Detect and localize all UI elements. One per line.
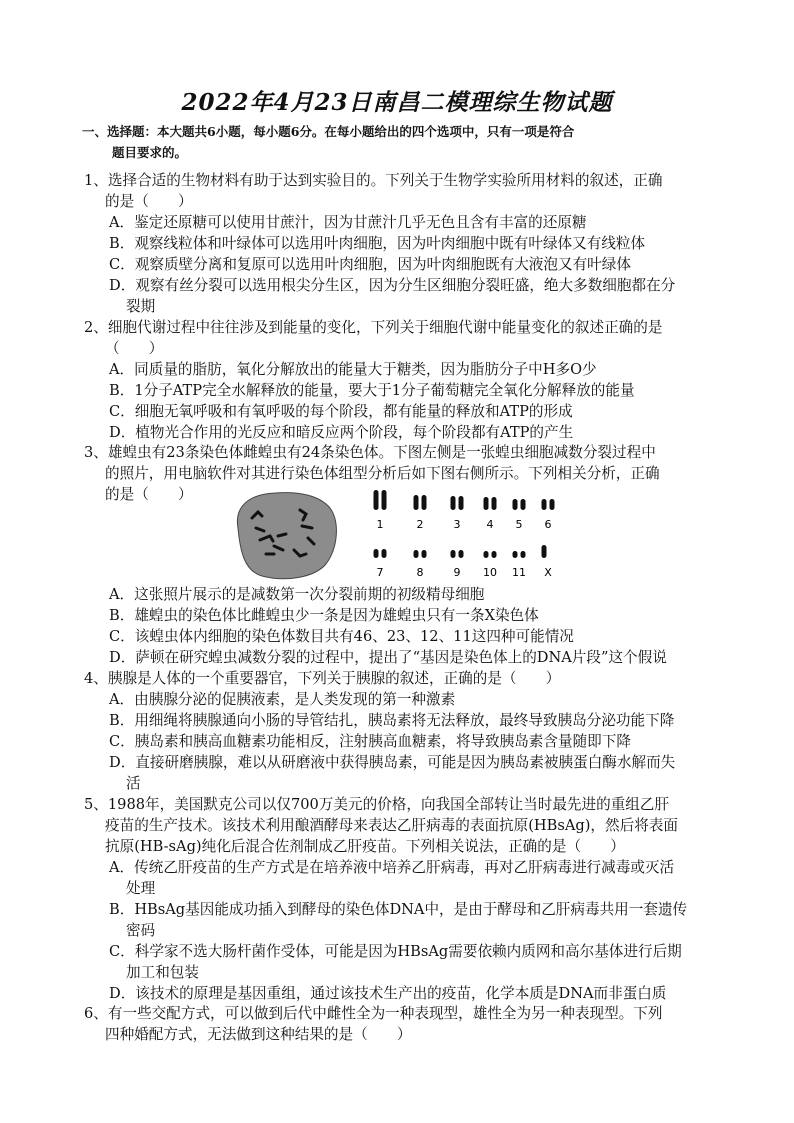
option-d: D．该技术的原理是基因重组，通过该技术生产出的疫苗，化学本质是DNA而非蛋白质 [109, 985, 667, 1002]
question-6 [84, 1003, 724, 1045]
chromosome-pair [484, 497, 497, 531]
chromosome [484, 497, 489, 510]
chromosome-label: 6 [544, 518, 552, 531]
chromosome-label: 4 [486, 518, 494, 531]
option-continuation: 处理 [126, 880, 156, 897]
chromosome [414, 495, 419, 510]
chromosome [414, 550, 419, 558]
chromosome [492, 551, 497, 558]
option-continuation: 活 [126, 775, 141, 792]
chromosome-pair [513, 499, 526, 531]
question-stem-line: （ ） [105, 340, 164, 357]
question-2 [84, 317, 724, 443]
chromosome [521, 551, 526, 558]
chromosome-label: 8 [416, 566, 424, 579]
option-d: D．萨顿在研究蝗虫减数分裂的过程中，提出了“基因是染色体上的DNA片段”这个假说 [109, 649, 667, 666]
chromosome-label: 11 [512, 566, 526, 579]
option-a: A．传统乙肝疫苗的生产方式是在培养液中培养乙肝病毒，再对乙肝病毒进行减毒或灭活 [109, 859, 675, 876]
chromosome-pair [483, 551, 497, 579]
chromosome [513, 499, 518, 510]
option-b: B．HBsAg基因能成功插入到酵母的染色体DNA中，是由于酵母和乙肝病毒共用一套遗传 [109, 901, 688, 918]
chromosome [484, 551, 489, 558]
chromosome-pair [542, 499, 555, 531]
question-stem-line: 的是（ ） [105, 486, 193, 503]
option-c: C．胰岛素和胰高血糖素功能相反，注射胰高血糖素，将导致胰岛素含量随即下降 [109, 733, 631, 750]
option-d: D．直接研磨胰腺，难以从研磨液中获得胰岛素，可能是因为胰岛素被胰蛋白酶水解而失 [109, 754, 676, 771]
question-stem-line: 2、细胞代谢过程中往往涉及到能量的变化，下列关于细胞代谢中能量变化的叙述正确的是 [84, 319, 663, 336]
chromosome [459, 550, 464, 558]
chromosome [492, 497, 497, 510]
chromosome-label: X [544, 566, 552, 579]
cell-photo [237, 493, 336, 579]
option-d: D．植物光合作用的光反应和暗反应两个阶段，每个阶段都有ATP的产生 [109, 424, 574, 441]
option-continuation: 加工和包装 [126, 964, 199, 981]
chromosome-label: 7 [376, 566, 384, 579]
chromosome [422, 550, 427, 558]
section-instructions [82, 121, 732, 163]
option-c: C．观察质壁分离和复原可以选用叶肉细胞，因为叶肉细胞既有大液泡又有叶绿体 [109, 256, 631, 273]
question-stem-line: 1、选择合适的生物材料有助于达到实验目的。下列关于生物学实验所用材料的叙述，正确 [84, 172, 663, 189]
option-a: A．同质量的脂肪，氧化分解放出的能量大于糖类，因为脂肪分子中H多O少 [109, 361, 597, 378]
chromosome-pair [542, 545, 553, 579]
option-a: A．鉴定还原糖可以使用甘蔗汁，因为甘蔗汁几乎无色且含有丰富的还原糖 [109, 214, 587, 231]
chromosome-pair [414, 550, 427, 579]
chromosome [374, 549, 379, 558]
chromosome-figure [230, 488, 570, 583]
option-continuation: 密码 [126, 922, 156, 939]
chromosome-label: 5 [515, 518, 523, 531]
question-stem-line: 4、胰腺是人体的一个重要器官，下列关于胰腺的叙述，正确的是（ ） [84, 670, 561, 687]
page-title: 2022年4月23日南昌二模理综生物试题 [181, 89, 613, 116]
chromosome-label: 9 [453, 566, 461, 579]
chromosome [451, 496, 456, 510]
option-c: C．该蝗虫体内细胞的染色体数目共有46、23、12、11这四种可能情况 [109, 628, 574, 645]
chromosome [382, 490, 387, 510]
chromosome [513, 551, 518, 558]
question-4 [84, 668, 724, 794]
question-stem-line: 四种婚配方式，无法做到这种结果的是（ ） [105, 1026, 412, 1043]
option-a: A．这张照片展示的是减数第一次分裂前期的初级精母细胞 [109, 586, 485, 603]
option-c: C．科学家不选大肠杆菌作受体，可能是因为HBsAg需要依赖内质网和高尔基体进行后期 [109, 943, 682, 960]
chromosome-label: 10 [483, 566, 497, 579]
option-b: B．雄蝗虫的染色体比雌蝗虫少一条是因为雄蝗虫只有一条X染色体 [109, 607, 539, 624]
question-stem-line: 的照片，用电脑软件对其进行染色体组型分析后如下图右侧所示。下列相关分析，正确 [105, 465, 660, 482]
chromosome-pair [374, 490, 387, 531]
chromosome-pair [414, 495, 427, 531]
section-line-1: 一、选择题：本大题共6小题，每小题6分。在每小题给出的四个选项中，只有一项是符合 [82, 124, 575, 139]
chromosome [422, 495, 427, 510]
karyotype [374, 490, 555, 579]
option-b: B．用细绳将胰腺通向小肠的导管结扎，胰岛素将无法释放，最终导致胰岛分泌功能下降 [109, 712, 675, 729]
chromosome [550, 499, 555, 510]
option-b: B．观察线粒体和叶绿体可以选用叶肉细胞，因为叶肉细胞中既有叶绿体又有线粒体 [109, 235, 646, 252]
chromosome-pair [374, 549, 387, 579]
chromosome [542, 499, 547, 510]
question-stem-line: 的是（ ） [105, 193, 193, 210]
option-d: D．观察有丝分裂可以选用根尖分生区，因为分生区细胞分裂旺盛，绝大多数细胞都在分 [109, 277, 676, 294]
chromosome-label: 3 [453, 518, 461, 531]
chromosome [459, 496, 464, 510]
chromosome [451, 550, 456, 558]
chromosome-label: 1 [376, 518, 384, 531]
option-b: B．1分子ATP完全水解释放的能量，要大于1分子葡萄糖完全氧化分解释放的能量 [109, 382, 635, 399]
chromosome [382, 549, 387, 558]
chromosome-pair [451, 496, 464, 531]
chromosome [374, 490, 379, 510]
option-continuation: 裂期 [126, 298, 156, 315]
question-stem-line: 5、1988年，美国默克公司以仅700万美元的价格，向我国全部转让当时最先进的重组乙肝 [84, 796, 670, 813]
question-3-options [84, 584, 724, 668]
chromosome-pair [451, 550, 464, 579]
chromosome [521, 499, 526, 510]
section-line-2: 题目要求的。 [112, 145, 188, 160]
question-stem-line: 3、雄蝗虫有23条染色体雌蝗虫有24条染色体。下图左侧是一张蝗虫细胞减数分裂过程中 [84, 444, 656, 461]
question-5 [84, 794, 724, 1004]
question-stem-line: 疫苗的生产技术。该技术利用酿酒酵母来表达乙肝病毒的表面抗原(HBsAg)，然后将表面 [105, 817, 678, 834]
chromosome-pair [512, 551, 526, 579]
option-c: C．细胞无氧呼吸和有氧呼吸的每个阶段，都有能量的释放和ATP的形成 [109, 403, 573, 420]
question-stem-line: 抗原(HB-sAg)纯化后混合佐剂制成乙肝疫苗。下列相关说法，正确的是（ ） [105, 838, 625, 855]
question-1 [84, 170, 724, 317]
option-a: A．由胰腺分泌的促胰液素，是人类发现的第一种激素 [109, 691, 456, 708]
question-stem-line: 6、有一些交配方式，可以做到后代中雌性全为一种表现型，雄性全为另一种表现型。下列 [84, 1005, 663, 1022]
chromosome [542, 545, 547, 558]
chromosome-label: 2 [416, 518, 424, 531]
